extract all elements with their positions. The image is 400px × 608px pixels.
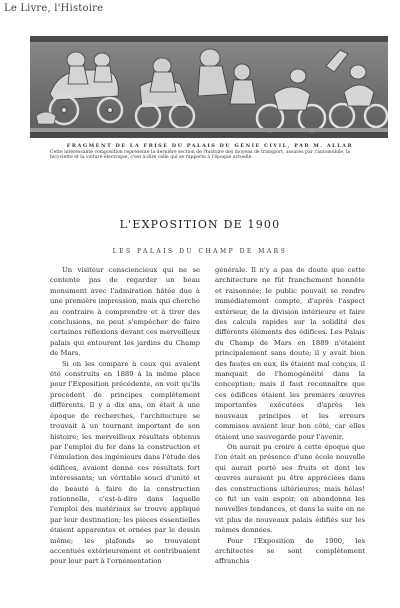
paragraph: Pour l'Exposition de 1900, les architectes se sont complètement affranchis xyxy=(215,536,365,566)
paragraph: On aurait pu croire à cette époque que l'on était en présence d'une école nouvelle qui aurait porté ses fruits et dont les œuvres auraient pu être appréciées dans des constructions ultérieures; mais hélas! ce fut un vain espoir, on abandonna les nouvelles tendances, et dans la suite on ne vit plus de nouveaux palais édifiés sur les mêmes données. xyxy=(215,442,365,535)
frieze-illustration xyxy=(30,36,388,138)
illustration-caption xyxy=(50,143,370,161)
text-column-right xyxy=(215,265,365,567)
article-title: L'EXPOSITION DE 1900 xyxy=(119,218,281,231)
paragraph: Si on les compare à ceux qui avaient été construits en 1889 à la même place pour l'Exposition précédente, on voit qu'ils procèdent de principes complètement différents. Il y a dix ans, on était à une époque de recherches, l'architecture se trouvait à un tournant important de son histoire; les merveilleux résultats obtenus par l'emploi du fer dans la construction et l'émulation des ingénieurs dans l'étude des édifices, avaient donné ces résultats fort intéressants; un véritable souci d'unité et de beauté à faire de la construction rationnelle, c'est-à-dire dans laquelle l'emploi des matériaux se trouve appliqué par leur destination; les pièces essentielles étaient apparentes et ornées par le dessin même; les plafonds se trouvaient accentués extérieurement et contribuaient pour leur part à l'ornementation xyxy=(50,359,200,566)
paragraph: générale. Il n'y a pas de doute que cette architecture ne fût franchement honnête et raisonnée; le public pouvait se rendre immédiatement compte, d'après l'aspect extérieur, de la division intérieure et faire des calculs rapides sur la solidité des différents éléments des édifices. Les Palais du Champ de Mars en 1889 n'étaient principalement sans doute; il y avait bien des fautes en eux, ils étaient mal conçus, il manquait de l'homogénéité dans la conception; mais il faut reconnaître que ces édifices étaient les premiers œuvres importantes exécutées d'après les nouveaux principes et les erreurs commises avaient leur bon côté, car elles étaient une sauvegarde pour l'avenir. xyxy=(215,266,365,441)
masthead-logo: Le Livre, l'Histoire xyxy=(4,3,104,14)
frieze-relief-image xyxy=(30,36,388,138)
paragraph: Un visiteur consciencieux qui ne se contente pas de regarder un beau monument avec l'admiration hâtée due à une première impression, mais qui cherche au contraire à comprendre et à tirer des conclusions, ne peut s'empêcher de faire certaines réflexions devant ces merveilleux palais qui entourent les jardins du Champ de Mars. xyxy=(50,266,200,358)
text-column-left xyxy=(50,265,200,567)
caption-body: Cette intéressante composition représente la dernière section de l'histoire des moyens de transport, assurés par l'automobile, la bicyclette et la voiture électrique, c'est-à-dire celle qui se rapporte à l'époque actuelle. xyxy=(50,150,351,161)
caption-title: FRAGMENT DE LA FRISE DU PALAIS DU GÉNIE CIVIL, PAR M. ALLAR xyxy=(66,143,354,149)
article-subtitle: LES PALAIS DU CHAMP DE MARS xyxy=(112,248,288,255)
